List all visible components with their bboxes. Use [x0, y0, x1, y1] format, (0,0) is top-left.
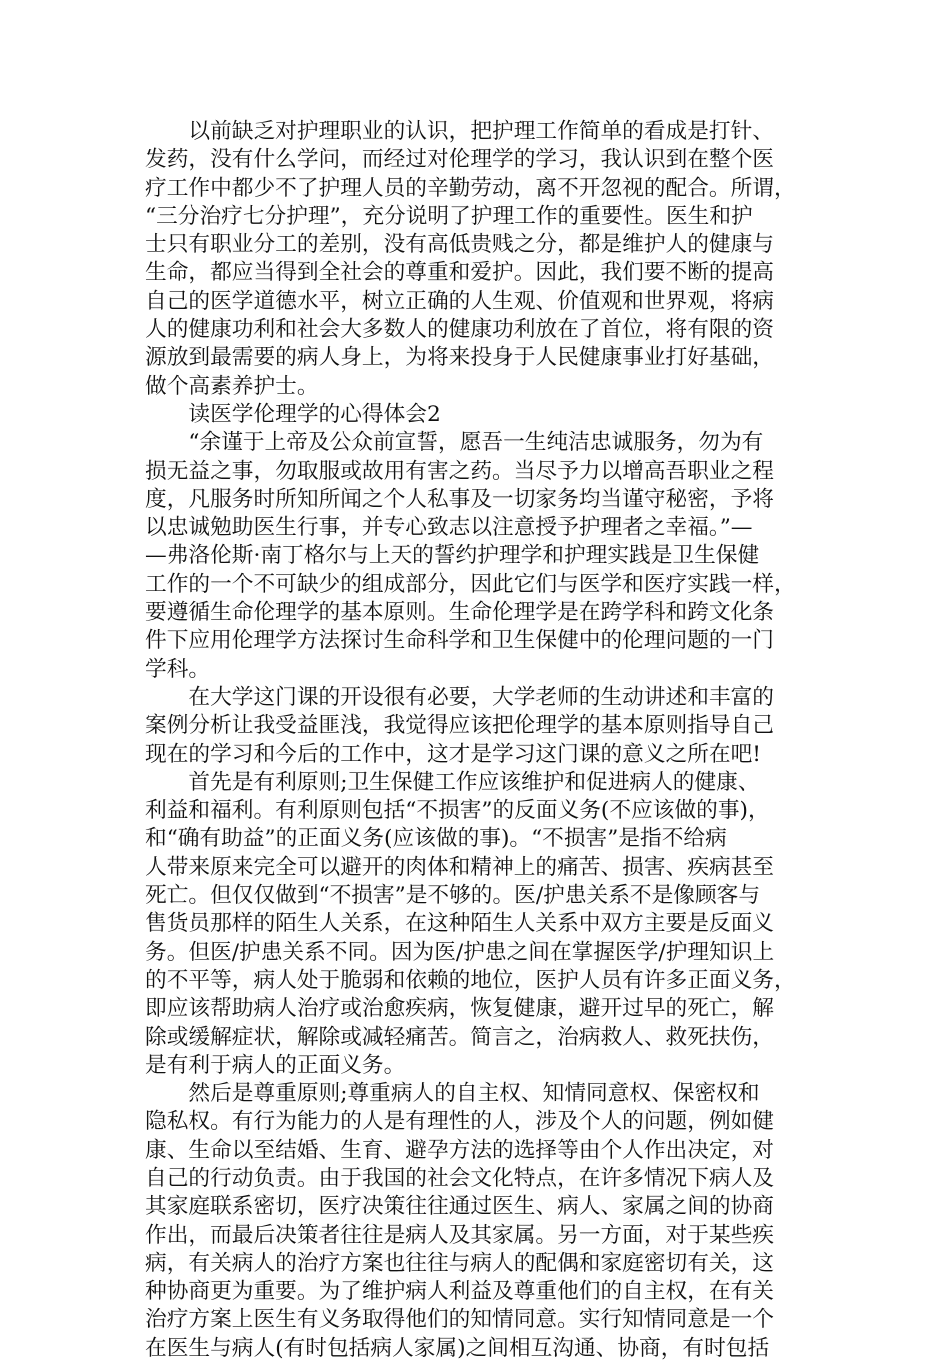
paragraph — [145, 684, 813, 769]
text-line: 疗工作中都少不了护理人员的辛勤劳动，离不开忽视的配合。所谓， — [145, 175, 796, 201]
text-line: 在大学这门课的开设很有必要，大学老师的生动讲述和丰富的 — [145, 684, 774, 710]
text-line: 是有利于病人的正面义务。 — [145, 1052, 406, 1078]
text-line: 生命，都应当得到全社会的尊重和爱护。因此，我们要不断的提高 — [145, 260, 774, 286]
text-line: 案例分析让我受益匪浅，我觉得应该把伦理学的基本原则指导自己 — [145, 713, 774, 739]
text-line: 其家庭联系密切，医疗决策往往通过医生、病人、家属之间的协商 — [145, 1194, 774, 1220]
paragraph — [145, 769, 813, 1080]
text-line: 以前缺乏对护理职业的认识，把护理工作简单的看成是打针、 — [145, 119, 774, 144]
text-line: 利益和福利。有利原则包括“不损害”的反面义务(不应该做的事)， — [145, 798, 770, 824]
text-line: 除或缓解症状，解除或减轻痛苦。简言之，治病救人、救死扶伤， — [145, 1024, 774, 1050]
paragraph — [145, 1080, 813, 1363]
text-line: 学科。 — [145, 656, 211, 682]
text-line: 以忠诚勉助医生行事，并专心致志以注意授予护理者之幸福。”— — [145, 515, 753, 541]
text-line: 死亡。但仅仅做到“不损害”是不够的。医/护患关系不是像顾客与 — [145, 883, 761, 909]
text-line: 人的健康功利和社会大多数人的健康功利放在了首位，将有限的资 — [145, 317, 774, 343]
text-line: 损无益之事，勿取服或故用有害之药。当尽予力以增高吾职业之程 — [145, 458, 774, 484]
paragraph — [145, 429, 813, 684]
text-line: 即应该帮助病人治疗或治愈疾病，恢复健康，避开过早的死亡，解 — [145, 996, 774, 1022]
text-line: 发药，没有什么学问，而经过对伦理学的学习，我认识到在整个医 — [145, 147, 774, 173]
text-line: 病，有关病人的治疗方案也往往与病人的配偶和家庭密切有关，这 — [145, 1250, 774, 1276]
text-line: 做个高素养护士。 — [145, 373, 319, 399]
text-line: 售货员那样的陌生人关系，在这种陌生人关系中双方主要是反面义 — [145, 911, 774, 937]
text-line: 读医学伦理学的心得体会2 — [145, 401, 441, 427]
text-line: 自己的行动负责。由于我国的社会文化特点，在许多情况下病人及 — [145, 1165, 774, 1191]
text-line: 件下应用伦理学方法探讨生命科学和卫生保健中的伦理问题的一门 — [145, 628, 774, 654]
paragraph — [145, 118, 813, 401]
text-line: 治疗方案上医生有义务取得他们的知情同意。实行知情同意是一个 — [145, 1307, 774, 1333]
text-line: 自己的医学道德水平，树立正确的人生观、价值观和世界观，将病 — [145, 288, 774, 314]
text-line: 工作的一个不可缺少的组成部分，因此它们与医学和医疗实践一样， — [145, 571, 796, 597]
text-line: 然后是尊重原则;尊重病人的自主权、知情同意权、保密权和 — [145, 1081, 760, 1107]
text-line: —弗洛伦斯·南丁格尔与上天的誓约护理学和护理实践是卫生保健 — [145, 543, 760, 569]
document-body — [145, 118, 813, 1363]
text-line: 的不平等，病人处于脆弱和依赖的地位，医护人员有许多正面义务， — [145, 967, 796, 993]
text-line: “余谨于上帝及公众前宣誓，愿吾一生纯洁忠诚服务，勿为有 — [145, 430, 764, 456]
text-line: 人带来原来完全可以避开的肉体和精神上的痛苦、损害、疾病甚至 — [145, 854, 774, 880]
text-line: 和“确有助益”的正面义务(应该做的事)。“不损害”是指不给病 — [145, 826, 727, 852]
text-line: 首先是有利原则;卫生保健工作应该维护和促进病人的健康、 — [145, 769, 760, 795]
text-line: 隐私权。有行为能力的人是有理性的人，涉及个人的问题，例如健 — [145, 1109, 774, 1135]
text-line: 源放到最需要的病人身上，为将来投身于人民健康事业打好基础， — [145, 345, 774, 371]
text-line: 务。但医/护患关系不同。因为医/护患之间在掌握医学/护理知识上 — [145, 939, 775, 965]
text-line: 作出，而最后决策者往往是病人及其家属。另一方面，对于某些疾 — [145, 1222, 774, 1248]
text-line: 种协商更为重要。为了维护病人利益及尊重他们的自主权，在有关 — [145, 1279, 774, 1305]
text-line: 士只有职业分工的差别，没有高低贵贱之分，都是维护人的健康与 — [145, 232, 774, 258]
text-line: 在医生与病人(有时包括病人家属)之间相互沟通、协商，有时包括 — [145, 1335, 770, 1361]
text-line: 要遵循生命伦理学的基本原则。生命伦理学是在跨学科和跨文化条 — [145, 600, 774, 626]
text-line: 度，凡服务时所知所闻之个人私事及一切家务均当谨守秘密，予将 — [145, 486, 774, 512]
paragraph — [145, 401, 813, 429]
text-line: “三分治疗七分护理”，充分说明了护理工作的重要性。医生和护 — [145, 203, 753, 229]
text-line: 康、生命以至结婚、生育、避孕方法的选择等由个人作出决定，对 — [145, 1137, 774, 1163]
text-line: 现在的学习和今后的工作中，这才是学习这门课的意义之所在吧! — [145, 741, 761, 767]
